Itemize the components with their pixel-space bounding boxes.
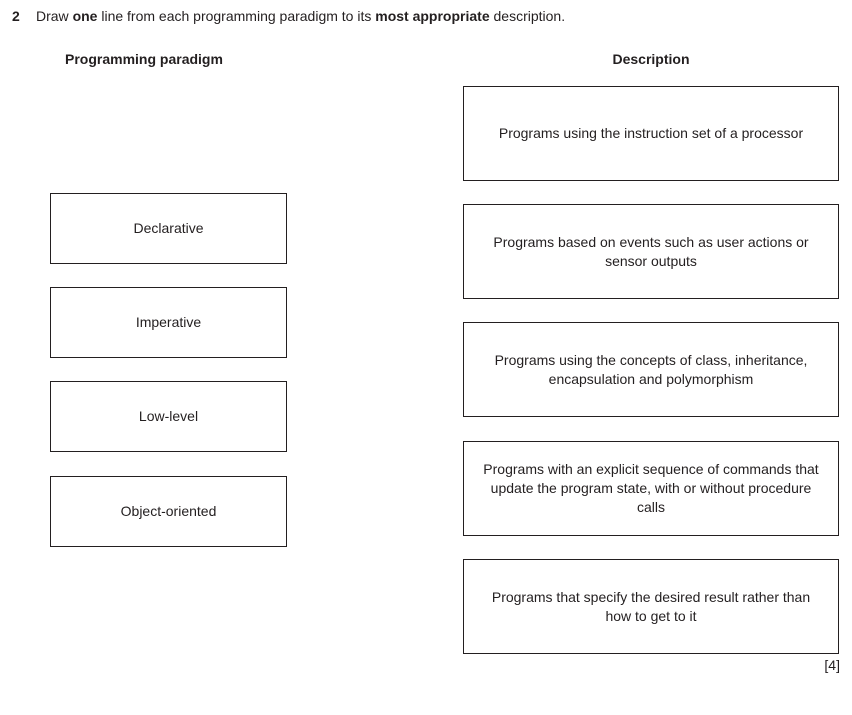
description-column-heading: Description [612, 51, 690, 67]
question-text-emphasis: most appropriate [375, 8, 490, 24]
marks-allocation: [4] [824, 657, 840, 673]
question-text-part: line from each programming paradigm to its [97, 8, 376, 24]
description-box-imperative[interactable]: Programs with an explicit sequence of commands that update the program state, with or without procedure calls [463, 441, 839, 536]
paradigm-box-imperative[interactable]: Imperative [50, 287, 287, 358]
paradigm-box-object-oriented[interactable]: Object-oriented [50, 476, 287, 547]
paradigm-column-heading: Programming paradigm [65, 51, 223, 67]
question-number: 2 [12, 8, 20, 24]
paradigm-box-declarative[interactable]: Declarative [50, 193, 287, 264]
question-text [36, 8, 565, 24]
question-text-part: description. [489, 8, 566, 24]
description-box-object-oriented[interactable]: Programs using the concepts of class, inheritance, encapsulation and polymorphism [463, 322, 839, 417]
question-text-part: Draw [36, 8, 73, 24]
description-box-instruction-set[interactable]: Programs using the instruction set of a processor [463, 86, 839, 181]
description-box-event-driven[interactable]: Programs based on events such as user actions or sensor outputs [463, 204, 839, 299]
question-text-emphasis: one [72, 8, 98, 24]
paradigm-box-low-level[interactable]: Low-level [50, 381, 287, 452]
description-box-declarative[interactable]: Programs that specify the desired result rather than how to get to it [463, 559, 839, 654]
